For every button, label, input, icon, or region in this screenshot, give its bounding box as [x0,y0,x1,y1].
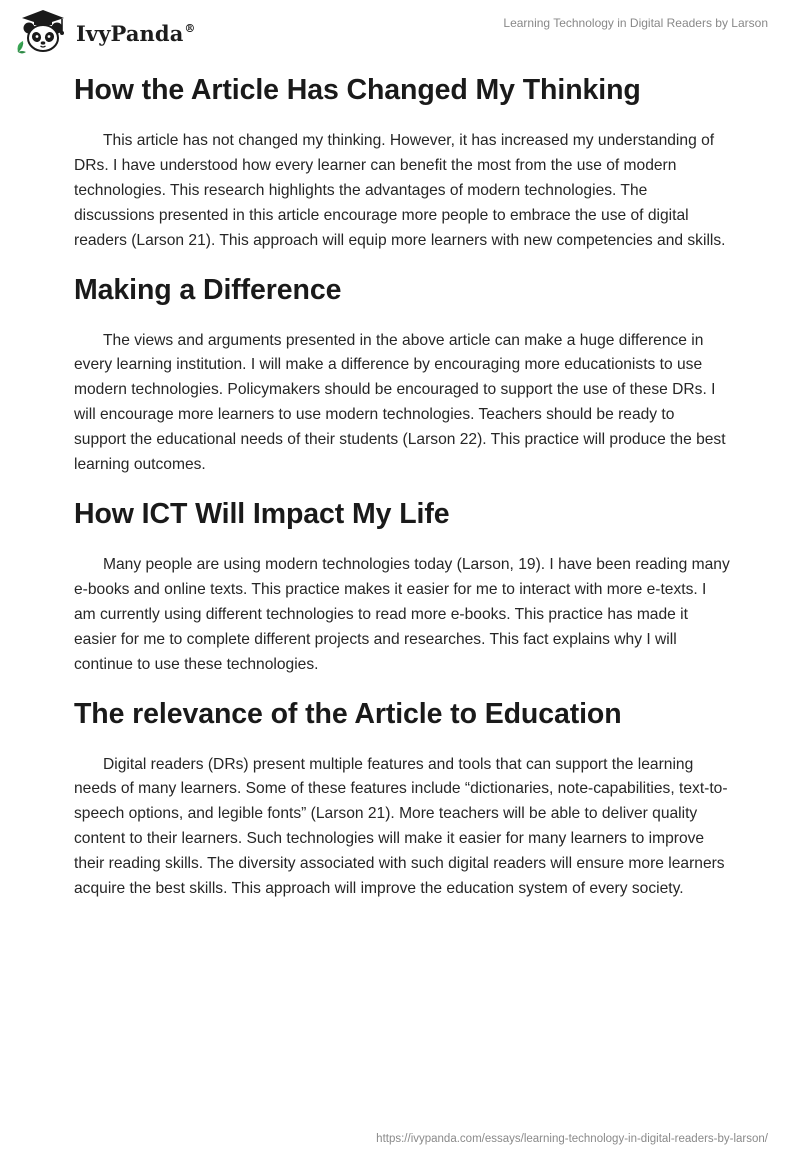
section-ict-impact [74,494,730,678]
section-paragraph: Digital readers (DRs) present multiple features and tools that can support the learning needs of many learners. Some of these features include “dictionaries, note-capabilities, text-to-speech options, and legible fonts” (Larson 21). More teachers will be able to deliver quality content to their learners. Such technologies will make it easier for many learners to improve their reading skills. The diversity associated with such digital readers will ensure more learners acquire the best skills. This approach will improve the education system of every society. [74,755,728,898]
section-heading: How ICT Will Impact My Life [74,497,450,530]
panda-graduate-icon [14,8,72,56]
registered-mark: ® [184,21,196,35]
section-heading: The relevance of the Article to Education [74,697,622,730]
page-header [0,0,800,66]
source-url-link[interactable]: https://ivypanda.com/essays/learning-technology-in-digital-readers-by-larson/ [376,1133,768,1145]
section-paragraph: This article has not changed my thinking. However, it has increased my understanding of DRs. I have understood how every learner can benefit the most from the use of modern technologies. This research highlights the advantages of modern technologies. The discussions presented in this article encourage more people to embrace the use of digital readers (Larson 21). This approach will equip more learners with new competencies and skills. [74,132,726,249]
section-changed-thinking [74,70,730,254]
brand-name: IvyPanda® [76,20,196,46]
section-paragraph: Many people are using modern technologies today (Larson, 19). I have been reading many e-books and online texts. This practice makes it easier for me to interact with more e-texts. I am currently using different technologies to read more e-books. This practice has made it easier for me to complete different projects and researches. This fact explains why I will continue to use these technologies. [74,555,730,673]
section-heading: How the Article Has Changed My Thinking [74,74,641,106]
section-relevance-education [74,694,730,902]
ivypanda-logo[interactable] [14,8,196,56]
section-making-difference [74,270,730,478]
section-paragraph: The views and arguments presented in the above article can make a huge difference in every learning institution. I will make a difference by encouraging more educationists to use modern technologies. Policymakers should be encouraged to support the use of these DRs. I will encourage more learners to use modern technologies. Teachers should be ready to support the educational needs of their students (Larson 22). This practice will produce the best learning outcomes. [74,331,726,474]
article-body [74,70,730,918]
section-heading: Making a Difference [74,273,342,306]
document-running-title: Learning Technology in Digital Readers by Larson [503,16,768,30]
